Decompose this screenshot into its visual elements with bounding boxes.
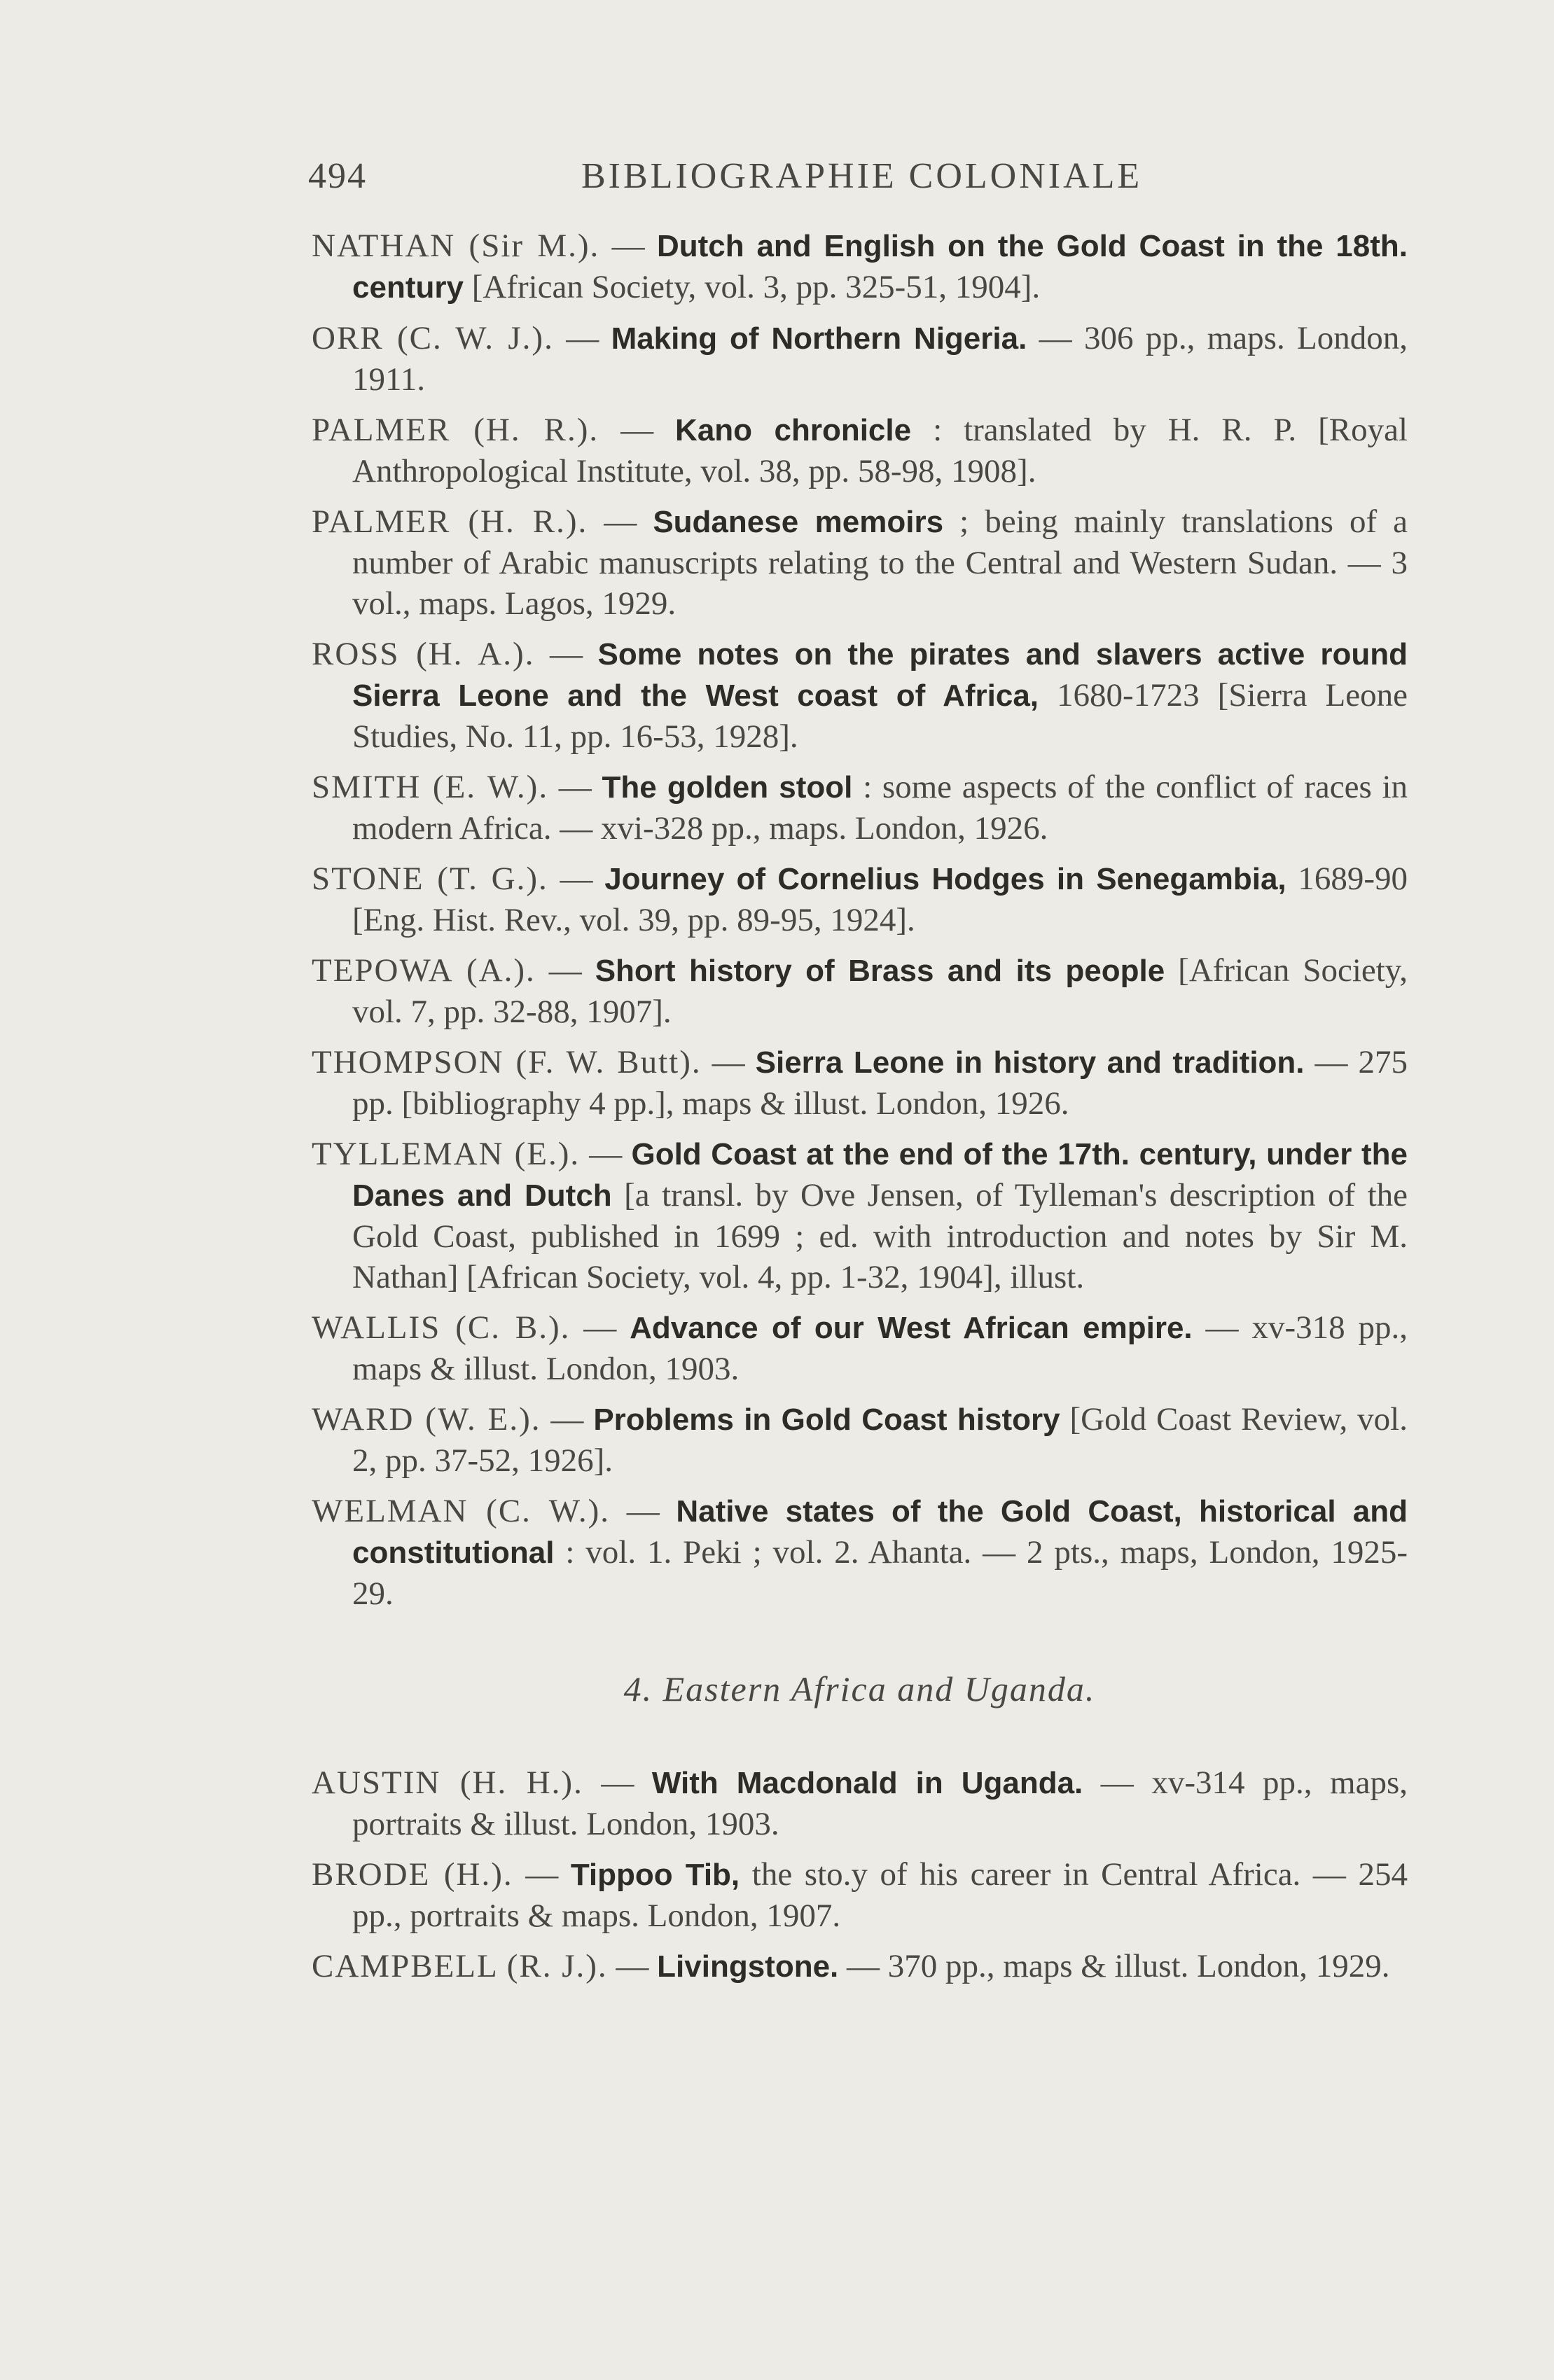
entry-separator: — [548, 861, 605, 897]
entry-author: WALLIS (C. B.). [312, 1309, 571, 1346]
entry-author: STONE (T. G.). [312, 861, 548, 897]
entry-work-title: Kano chronicle [675, 413, 912, 447]
entry-separator: — [513, 1856, 571, 1893]
entry-separator: — [553, 320, 611, 356]
bibliography-entry [312, 767, 1408, 849]
entry-author: BRODE (H.). [312, 1856, 513, 1893]
entry-work-title: Livingstone. [657, 1949, 839, 1984]
entry-work-title: Journey of Cornelius Hodges in Senegambia, [604, 862, 1286, 896]
entry-author: ORR (C. W. J.). [312, 320, 554, 356]
entry-author: TYLLEMAN (E.). [312, 1136, 581, 1172]
section-heading: 4. Eastern Africa and Uganda. [623, 1669, 1096, 1709]
bibliography-entry [312, 634, 1408, 757]
running-title: BIBLIOGRAPHIE COLONIALE [581, 156, 1143, 196]
entry-author: SMITH (E. W.). [312, 769, 549, 805]
entry-details: [Gold Coast Review, vol. 2, pp. 37-52, 1926]. [352, 1401, 1408, 1479]
entry-separator: — [701, 1044, 756, 1080]
entry-work-title: Short history of Brass and its people [595, 954, 1165, 988]
entry-author: THOMPSON (F. W. Butt). [312, 1044, 702, 1080]
bibliography-entry [312, 1946, 1408, 1987]
entry-author: PALMER (H. R.). [312, 503, 588, 540]
entry-work-title: Dutch and English on the Gold Coast in the 18th. century [352, 229, 1408, 305]
entry-author: TEPOWA (A.). [312, 952, 536, 989]
entries-group-bottom [312, 1762, 1408, 1987]
entry-details: : translated by H. R. P. [Royal Anthropological Institute, vol. 38, pp. 58-98, 1908]. [352, 412, 1408, 489]
entry-details: [African Society, vol. 3, pp. 325-51, 1904]. [463, 269, 1041, 305]
entry-separator: — [583, 1765, 652, 1801]
entry-separator: — [580, 1136, 632, 1172]
entries-group-top [312, 225, 1408, 1614]
entry-details: — xv-318 pp., maps & illust. London, 1903. [352, 1309, 1408, 1387]
entry-details: [African Society, vol. 7, pp. 32-88, 1907]. [352, 952, 1408, 1030]
entry-author: CAMPBELL (R. J.). [312, 1948, 608, 1984]
entry-separator: — [535, 952, 595, 989]
entry-details: 1680-1723 [Sierra Leone Studies, No. 11, pp. 16-53, 1928]. [352, 677, 1408, 755]
bibliography-entry [312, 318, 1408, 400]
entry-work-title: Gold Coast at the end of the 17th. century, under the Danes and Dutch [352, 1137, 1408, 1213]
entry-details: : some aspects of the conflict of races in modern Africa. — xvi-328 pp., maps. London, 1926. [352, 769, 1408, 847]
entry-details: the sto.y of his career in Central Africa. — 254 pp., portraits & maps. London, 1907. [352, 1856, 1408, 1934]
entry-work-title: Sudanese memoirs [653, 505, 944, 539]
entry-details: 1689-90 [Eng. Hist. Rev., vol. 39, pp. 89-95, 1924]. [352, 861, 1408, 938]
entry-work-title: Making of Northern Nigeria. [611, 321, 1027, 356]
bibliography-entry [312, 1854, 1408, 1936]
entry-details: — 370 pp., maps & illust. London, 1929. [838, 1948, 1390, 1984]
entry-author: WELMAN (C. W.). [312, 1493, 610, 1529]
entry-separator: — [534, 636, 598, 672]
entry-author: WARD (W. E.). [312, 1401, 541, 1438]
entry-work-title: Native states of the Gold Coast, historical and constitutional [352, 1494, 1408, 1570]
entry-details: — 275 pp. [bibliography 4 pp.], maps & illust. London, 1926. [352, 1044, 1408, 1122]
entry-work-title: Some notes on the pirates and slavers active round Sierra Leone and the West coast of Africa, [352, 637, 1408, 713]
bibliography-list [312, 225, 1408, 1997]
bibliography-entry [312, 1491, 1408, 1614]
bibliography-entry [312, 858, 1408, 940]
entry-work-title: Problems in Gold Coast history [593, 1403, 1060, 1437]
bibliography-entry [312, 501, 1408, 624]
entry-work-title: With Macdonald in Uganda. [651, 1766, 1083, 1800]
entry-work-title: Advance of our West African empire. [630, 1311, 1193, 1345]
entry-separator: — [588, 503, 653, 540]
entry-separator: — [599, 412, 676, 448]
entry-details: — 306 pp., maps. London, 1911. [352, 320, 1408, 398]
entry-separator: — [599, 228, 657, 264]
entry-author: AUSTIN (H. H.). [312, 1765, 583, 1801]
entry-separator: — [570, 1309, 630, 1346]
entry-author: NATHAN (Sir M.). [312, 228, 600, 264]
entry-separator: — [609, 1493, 677, 1529]
bibliography-entry [312, 410, 1408, 492]
entry-details: : vol. 1. Peki ; vol. 2. Ahanta. — 2 pts., maps, London, 1925-29. [352, 1534, 1408, 1612]
entry-separator: — [541, 1401, 594, 1438]
entry-work-title: The golden stool [602, 770, 853, 805]
entry-author: ROSS (H. A.). [312, 636, 535, 672]
bibliography-entry [312, 1307, 1408, 1389]
entry-author: PALMER (H. R.). [312, 412, 599, 448]
entry-details: [a transl. by Ove Jensen, of Tylleman's description of the Gold Coast, published in 1699 ; ed. with introduction and notes by Sir M. Nathan] [African Society, vol. 4, pp. 1-32, 1904], illust. [352, 1177, 1408, 1295]
page-number: 494 [308, 156, 367, 196]
bibliography-entry [312, 1762, 1408, 1844]
bibliography-entry [312, 1042, 1408, 1124]
entry-details: ; being mainly translations of a number of Arabic manuscripts relating to the Central and Western Sudan. — 3 vol., maps. Lagos, 1929. [352, 503, 1408, 622]
entry-details: — xv-314 pp., maps, portraits & illust. London, 1903. [352, 1765, 1408, 1842]
bibliography-entry [312, 1399, 1408, 1481]
entry-separator: — [548, 769, 602, 805]
bibliography-entry [312, 225, 1408, 308]
bibliography-entry [312, 950, 1408, 1032]
entry-work-title: Sierra Leone in history and tradition. [755, 1045, 1305, 1080]
bibliography-entry [312, 1134, 1408, 1297]
page-header [308, 155, 1149, 204]
entry-separator: — [607, 1948, 658, 1984]
entry-work-title: Tippoo Tib, [570, 1858, 740, 1892]
